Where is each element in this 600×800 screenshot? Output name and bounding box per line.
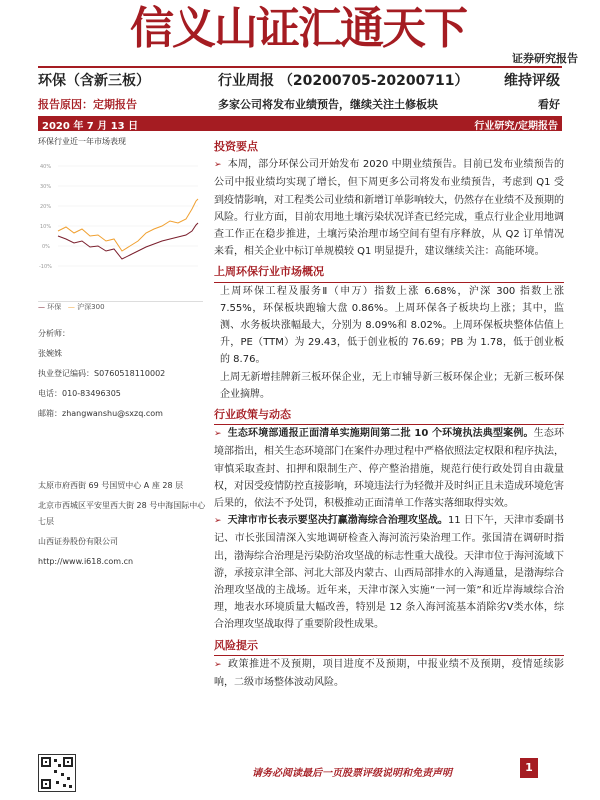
policy-item-1-text: 生态环境部指出，相关生态环境部门在案件办理过程中严格依照法定权限和程序执法，审慎采取查封、扣押和限制生产、停产整治措施，规范行使行政处罚自由裁量权，对因受疫情防控直接影响，环境违法行为轻微并及时纠正且未造成环境危害后果的，依法不予处罚，积极推动正面清单工作落实落细取得实效。 [214,428,564,510]
market-paragraph-2: 上周无新增挂牌新三板环保企业，无上市辅导新三板环保企业；无新三板环保企业摘牌。 [220,371,564,400]
analyst-email: 邮箱：zhangwanshu@sxzq.com [38,409,163,418]
report-category: 行业研究/定期报告 [474,121,558,132]
report-reason: 报告原因：定期报告 [38,98,137,111]
legend-env: 环保 [47,303,62,311]
svg-text:30%: 30% [40,184,52,190]
arrow-bullet-icon: ➢ [214,516,222,527]
rating-value: 看好 [538,98,560,111]
company-address [38,478,206,570]
qr-code-icon [38,754,76,792]
section-title-policy: 行业政策与动态 [214,408,291,422]
section-title-risk: 风险提示 [214,638,258,652]
analyst-label: 分析师： [38,329,70,338]
legend-hs300: 沪深300 [77,303,105,311]
policy-item-2 [214,512,564,633]
highlights-paragraph [214,156,564,260]
chart-panel [38,136,206,312]
series-env-line [58,223,198,259]
rating-label: 维持评级 [504,73,560,89]
sector-title: 环保（含新三板） [38,73,150,89]
policy-item-1 [214,425,564,512]
page-footer [0,752,600,800]
analyst-phone: 电话：010-83496305 [38,389,121,398]
arrow-bullet-icon: ➢ [214,429,222,440]
arrow-bullet-icon: ➢ [214,160,222,171]
svg-text:-10%: -10% [39,264,52,270]
address-line2: 北京市西城区平安里西大街 28 号中海国际中心七层 [38,501,206,526]
analyst-license: 执业登记编码：S0760518110002 [38,369,166,378]
page-number: 1 [520,758,538,778]
analyst-name: 张婉姝 [38,349,62,358]
analyst-info [38,326,206,422]
header-divider [38,66,562,68]
banner-text: 信义山证汇通天下 [130,3,466,54]
logo-banner [130,0,470,55]
policy-item-2-text: 11 日下午，天津市委副书记、市长张国清深入实地调研检查入海河流污染治理工作。张国清在调研时指出，渤海综合治理是污染防治攻坚战的标志性重大战役。天津市位于海河流域下游，承接京津全部、河北大部及内蒙古、山西局部排水的入海通量，是渤海综合治理攻坚战的主战场。近年来，天津市深入实施“一河一策”和近岸海域综合治理，地表水环境质量大幅改善，特别是 12 条入海河流基本消除劣Ⅴ类水体，综合治理攻坚战取得了重要阶段性成果。 [214,515,565,631]
market-paragraph-1: 上周环保工程及服务Ⅱ（申万）指数上涨 6.68%，沪深 300 指数上涨 7.55%，环保板块跑输大盘 0.86%。上周环保各子板块均上涨；其中，监测、水务板块涨幅最大，分别为 8.09%和 8.02%。上周环保板块整体估值上升，PE（TTM）为 29.43，低于创业板的 76.69；PB 为 1.78，低于创业板的 8.76。 [220,285,564,366]
chart-legend: — 环保 — 沪深300 [38,303,105,311]
date-bar [38,116,562,131]
report-date: 2020 年 7 月 13 日 [42,121,139,132]
report-type: 证券研究报告 [512,52,578,65]
arrow-bullet-icon: ➢ [214,659,222,670]
svg-text:40%: 40% [40,164,52,170]
company-url[interactable]: http://www.i618.com.cn [38,557,134,566]
performance-chart [38,151,203,302]
policy-item-1-title: 生态环境部通报正面清单实施期间第二批 10 个环境执法典型案例。 [227,428,534,440]
risk-paragraph [214,656,564,691]
report-headline: 多家公司将发布业绩预告，继续关注土修板块 [218,98,438,111]
main-content [214,136,564,691]
chart-title: 环保行业近一年市场表现 [38,137,126,146]
svg-text:20%: 20% [40,204,52,210]
policy-item-2-title: 天津市市长表示要坚决打赢渤海综合治理攻坚战。 [227,515,448,527]
disclaimer-text: 请务必阅读最后一页股票评级说明和免责声明 [252,768,452,779]
address-line1: 太原市府西街 69 号国贸中心 A 座 28 层 [38,481,184,490]
section-title-market: 上周环保行业市场概况 [214,265,324,279]
series-hs300-line [58,199,198,251]
highlights-text: 本周，部分环保公司开始发布 2020 中期业绩预告。目前已发布业绩预告的公司中报业绩均实现了增长，但下周更多公司将发布业绩预告，考虑到 Q1 受到疫情影响，对工程类公司业绩和新增订单影响较大，仍然存在业绩不及预期的风险。行业方面，目前农用地土壤污染状况详查已经完成，重点行业企业用地调查工作正在稳步推进，土壤污染治理市场空间有望有序释放，从 Q2 订单情况来看，相关企业中标订单规模较 Q1 明显提升，建议继续关注：高能环境。 [214,159,564,258]
svg-text:0%: 0% [42,244,50,250]
section-title-highlights: 投资要点 [214,140,258,153]
svg-text:10%: 10% [40,224,52,230]
risk-text: 政策推进不及预期，项目进度不及预期，中报业绩不及预期，疫情延续影响，二级市场整体波动风险。 [214,658,564,689]
company-name: 山西证券股份有限公司 [38,537,118,546]
weekly-title: 行业周报 （20200705-20200711） [218,73,469,89]
performance-chart-svg [38,151,203,301]
